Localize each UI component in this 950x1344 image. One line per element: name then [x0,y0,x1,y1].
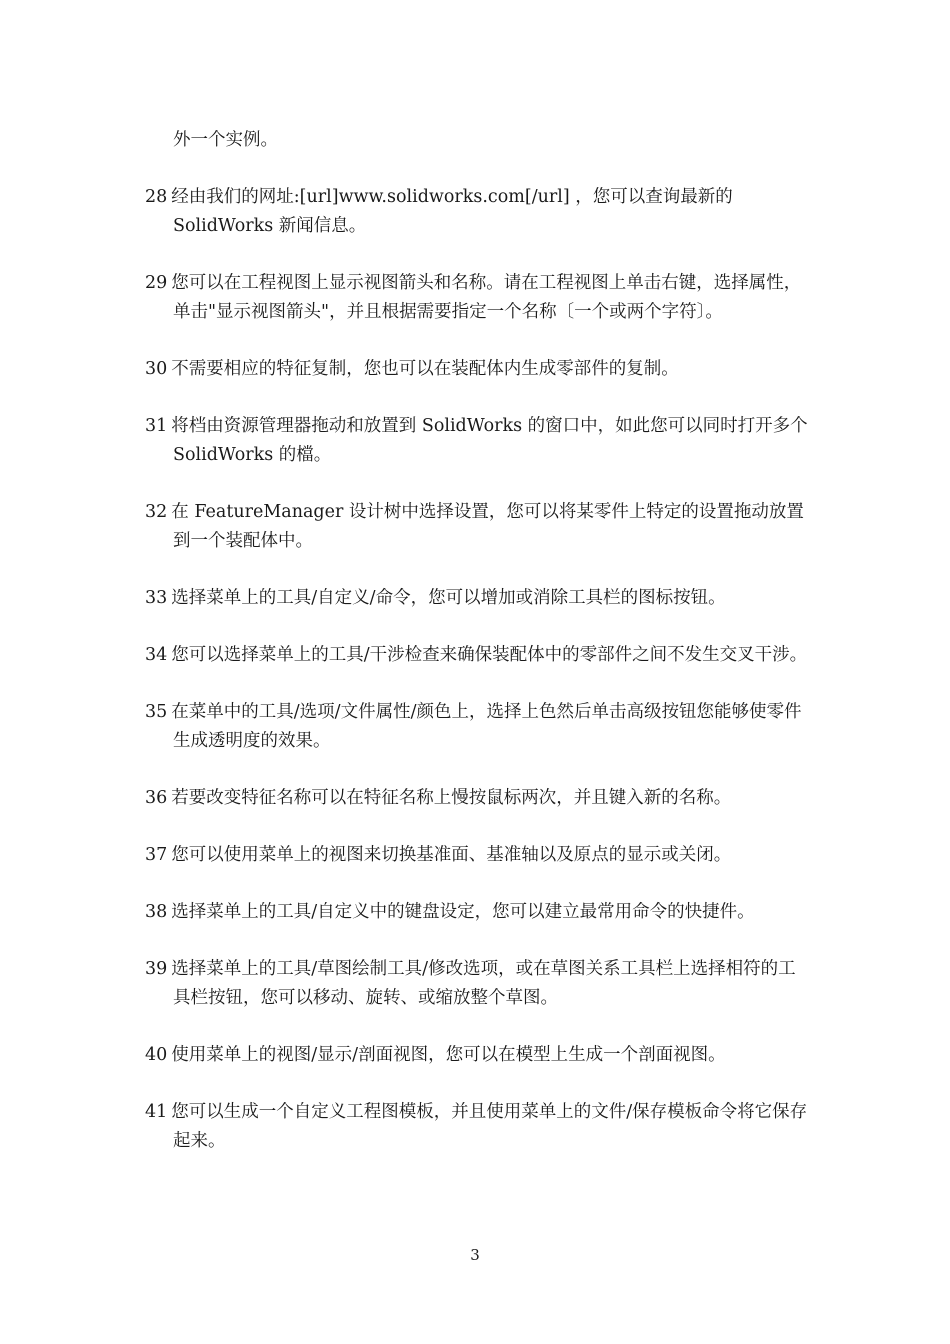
tip-number: 29 [145,273,168,293]
page-number: 3 [470,1246,480,1264]
tip-number: 30 [145,359,168,379]
tip-text: 若要改变特征名称可以在特征名称上慢按鼠标两次，并且键入新的名称。 [171,788,732,808]
tip-number: 28 [145,187,168,207]
tip-item [145,955,810,1013]
tip-number: 41 [145,1102,168,1122]
tip-text: 外一个实例。 [173,130,278,150]
tip-text: 使用菜单上的视图/显示/剖面视图，您可以在模型上生成一个剖面视图。 [171,1045,726,1065]
tip-text: 将档由资源管理器拖动和放置到 SolidWorks 的窗口中，如此您可以同时打开多个 SolidWorks 的檔。 [171,416,808,465]
tip-text: 您可以使用菜单上的视图来切换基准面、基准轴以及原点的显示或关闭。 [171,845,732,865]
tip-text: 选择菜单上的工具/自定义/命令，您可以增加或消除工具栏的图标按钮。 [171,588,726,608]
tip-text: 在菜单中的工具/选项/文件属性/颜色上，选择上色然后单击高级按钮您能够使零件生成透明度的效果。 [171,702,802,751]
tip-number: 35 [145,702,168,722]
tip-item [145,183,810,241]
tip-item [145,784,810,813]
tip-item [145,641,810,670]
tip-number: 38 [145,902,168,922]
tip-text: 您可以生成一个自定义工程图模板，并且使用菜单上的文件/保存模板命令将它保存起来。 [171,1102,808,1151]
tip-item [145,1098,810,1156]
tip-text: 您可以选择菜单上的工具/干涉检查来确保装配体中的零部件之间不发生交叉干涉。 [171,645,808,665]
tip-item [145,698,810,756]
tip-item [145,498,810,556]
tip-number: 33 [145,588,168,608]
tips-list [145,126,810,1184]
tip-text: 不需要相应的特征复制，您也可以在装配体内生成零部件的复制。 [171,359,679,379]
tip-item [145,355,810,384]
tip-text: 选择菜单上的工具/草图绘制工具/修改选项，或在草图关系工具栏上选择相符的工具栏按钮，您可以移动、旋转、或缩放整个草图。 [171,959,796,1008]
tip-number: 36 [145,788,168,808]
tip-item [145,898,810,927]
tip-item [145,841,810,870]
tip-number: 40 [145,1045,168,1065]
tip-continuation [145,126,810,155]
tip-item [145,1041,810,1070]
tip-text: 经由我们的网址:[url]www.solidworks.com[/url] ，您可以查询最新的 SolidWorks 新闻信息。 [171,187,733,236]
tip-item [145,412,810,470]
tip-number: 37 [145,845,168,865]
tip-number: 34 [145,645,168,665]
tip-number: 32 [145,502,168,522]
tip-text: 选择菜单上的工具/自定义中的键盘设定，您可以建立最常用命令的快捷件。 [171,902,755,922]
tip-number: 31 [145,416,168,436]
tip-item [145,269,810,327]
tip-text: 在 FeatureManager 设计树中选择设置，您可以将某零件上特定的设置拖动放置到一个装配体中。 [171,502,804,551]
tip-text: 您可以在工程视图上显示视图箭头和名称。请在工程视图上单击右键，选择属性，单击"显示视图箭头"，并且根据需要指定一个名称〔一个或两个字符〕。 [171,273,802,322]
tip-item [145,584,810,613]
tip-number: 39 [145,959,168,979]
